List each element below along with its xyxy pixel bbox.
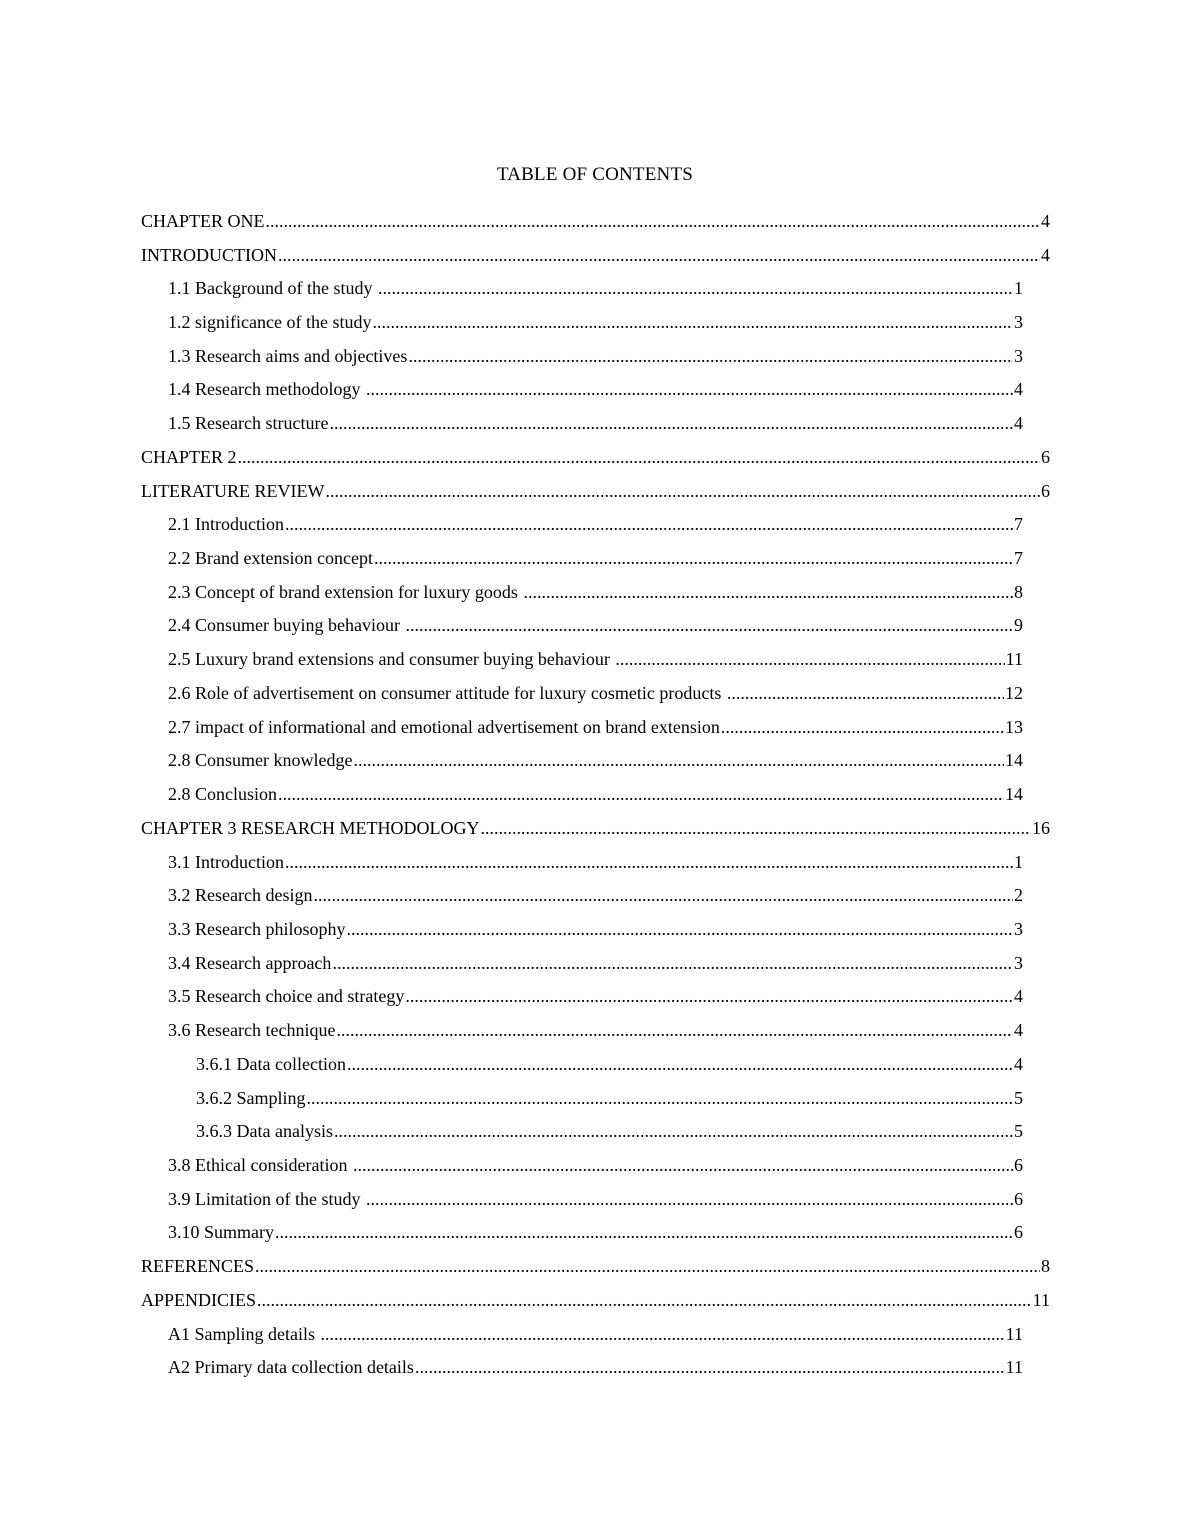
toc-entry[interactable] [168, 1317, 1023, 1351]
toc-entry-title: REFERENCES [141, 1256, 255, 1277]
toc-entry[interactable] [196, 1047, 1023, 1081]
toc-entry-title: 3.10 Summary [168, 1222, 274, 1243]
toc-entry[interactable] [141, 474, 1050, 508]
toc-entry-title: 1.2 significance of the study [168, 312, 372, 332]
toc-page-number: 6 [1014, 1155, 1023, 1175]
toc-entry-title: A1 Sampling details [168, 1323, 320, 1344]
toc-page-number: 2 [1014, 885, 1023, 906]
toc-entry[interactable] [141, 811, 1050, 845]
toc-entry-title: 2.6 Role of advertisement on consumer attitude for luxury cosmetic products [168, 682, 726, 703]
toc-page-number: 6 [1014, 1222, 1023, 1243]
toc-entry[interactable] [168, 339, 1023, 373]
toc-entry[interactable] [168, 305, 1023, 339]
toc-entry[interactable] [141, 238, 1050, 272]
toc-entry[interactable] [168, 878, 1023, 912]
toc-entry[interactable] [168, 271, 1023, 305]
toc-dot-leader [257, 1289, 1032, 1311]
toc-entry-title: 2.2 Brand extension concept [168, 548, 373, 569]
toc-dot-leader [366, 378, 1013, 400]
toc-dot-leader [321, 1323, 1005, 1345]
toc-entry[interactable] [168, 777, 1023, 811]
toc-entry-title: 2.8 Conclusion [168, 784, 278, 805]
toc-dot-leader [238, 446, 1040, 468]
toc-entry[interactable] [168, 541, 1023, 575]
toc-entry[interactable] [168, 1013, 1023, 1047]
toc-dot-leader [366, 1188, 1013, 1210]
toc-entry-title: 2.3 Concept of brand extension for luxury goods [168, 581, 523, 602]
toc-page-number: 4 [1014, 413, 1023, 434]
toc-entry-title: 3.9 Limitation of the study [168, 1188, 365, 1209]
toc-entry[interactable] [168, 710, 1023, 744]
toc-dot-leader [615, 648, 1004, 670]
toc-dot-leader [378, 277, 1013, 299]
toc-page-number: 12 [1005, 682, 1023, 703]
toc-entry[interactable] [168, 744, 1023, 778]
toc-page-number: 4 [1014, 379, 1023, 400]
toc-page-number: 5 [1014, 1121, 1023, 1142]
toc-dot-leader [278, 783, 1004, 805]
toc-entry[interactable] [168, 946, 1023, 980]
toc-entry-title: 3.6.1 Data collection [196, 1053, 346, 1074]
toc-entry[interactable] [168, 980, 1023, 1014]
toc-entry-title: LITERATURE REVIEW [141, 480, 325, 501]
toc-dot-leader [285, 513, 1013, 535]
toc-entry[interactable] [168, 575, 1023, 609]
toc-dot-leader [353, 1154, 1013, 1176]
toc-page-number: 1 [1014, 278, 1023, 299]
toc-entry[interactable] [196, 1114, 1023, 1148]
toc-entry[interactable] [168, 507, 1023, 541]
toc-dot-leader [415, 1356, 1005, 1378]
toc-page-number: 13 [1005, 716, 1023, 737]
toc-entry-title: A2 Primary data collection details [168, 1357, 414, 1378]
toc-dot-leader [405, 985, 1013, 1007]
toc-entry-title: 3.4 Research approach [168, 952, 332, 973]
toc-page-number: 3 [1014, 918, 1023, 939]
toc-entry-title: CHAPTER 2 [141, 446, 237, 467]
toc-dot-leader [481, 817, 1031, 839]
toc-entry-title: 2.5 Luxury brand extensions and consumer buying behaviour [168, 649, 615, 670]
toc-entry[interactable] [168, 406, 1023, 440]
toc-page-number: 8 [1014, 581, 1023, 602]
toc-page-number: 4 [1014, 986, 1023, 1007]
toc-dot-leader [278, 244, 1040, 266]
toc-entry[interactable] [141, 1283, 1050, 1317]
toc-dot-leader [332, 952, 1013, 974]
toc-dot-leader [255, 1255, 1040, 1277]
toc-dot-leader [313, 884, 1013, 906]
toc-dot-leader [523, 581, 1013, 603]
toc-entry[interactable] [168, 642, 1023, 676]
toc-page-number: 9 [1014, 615, 1023, 636]
toc-dot-leader [405, 614, 1013, 636]
toc-entry[interactable] [168, 373, 1023, 407]
toc-entry-title: APPENDICIES [141, 1289, 257, 1310]
toc-page-number: 7 [1014, 514, 1023, 535]
toc-entry[interactable] [168, 1350, 1023, 1384]
toc-page-number: 6 [1041, 446, 1050, 467]
toc-entry[interactable] [168, 676, 1023, 710]
toc-dot-leader [266, 210, 1040, 232]
toc-page-number: 3 [1014, 345, 1023, 366]
toc-entry-title: 2.1 Introduction [168, 514, 284, 535]
toc-entry-title: 1.4 Research methodology [168, 379, 365, 400]
toc-entry-title: 3.3 Research philosophy [168, 918, 346, 939]
toc-page-number: 4 [1041, 244, 1050, 265]
toc-dot-leader [285, 851, 1013, 873]
toc-entry[interactable] [168, 1216, 1023, 1250]
toc-entry-title: 3.8 Ethical consideration [168, 1155, 352, 1175]
toc-page-number: 3 [1014, 312, 1023, 332]
toc-entry[interactable] [141, 1249, 1050, 1283]
toc-dot-leader [329, 412, 1013, 434]
toc-page-number: 5 [1014, 1087, 1023, 1108]
toc-page-number: 3 [1014, 952, 1023, 973]
toc-entry-title: CHAPTER ONE [141, 210, 265, 231]
toc-entry-title: 2.8 Consumer knowledge [168, 750, 353, 771]
toc-page-number: 1 [1014, 851, 1023, 872]
toc-page-number: 14 [1005, 784, 1023, 805]
toc-page-number: 6 [1041, 480, 1050, 501]
toc-entry-title: 1.5 Research structure [168, 413, 329, 434]
toc-entry[interactable] [168, 609, 1023, 643]
toc-page-number: 7 [1014, 548, 1023, 569]
toc-entry-title: 3.5 Research choice and strategy [168, 986, 405, 1007]
toc-entry[interactable] [168, 1148, 1023, 1182]
toc-dot-leader [346, 918, 1013, 940]
toc-dot-leader [334, 1120, 1013, 1142]
toc-entry-title: 1.1 Background of the study [168, 278, 377, 299]
toc-entry-title: 3.6.2 Sampling [196, 1087, 306, 1108]
toc-entry[interactable] [168, 845, 1023, 879]
toc-dot-leader [307, 1087, 1013, 1109]
toc-entry-title: 2.7 impact of informational and emotional advertisement on brand extension [168, 716, 720, 737]
toc-entry-title: CHAPTER 3 RESEARCH METHODOLOGY [141, 817, 480, 838]
toc-page-number: 11 [1032, 1289, 1050, 1310]
toc-dot-leader [372, 311, 1013, 333]
toc-dot-leader [353, 749, 1004, 771]
toc-entry[interactable] [141, 204, 1050, 238]
toc-dot-leader [275, 1221, 1013, 1243]
toc-page-number: 16 [1032, 817, 1050, 838]
toc-dot-leader [374, 547, 1013, 569]
toc-page-number: 14 [1005, 750, 1023, 771]
toc-page-number: 4 [1014, 1020, 1023, 1041]
toc-page-number: 4 [1014, 1053, 1023, 1074]
toc-entry-title: 3.6.3 Data analysis [196, 1121, 333, 1142]
toc-entry[interactable] [141, 440, 1050, 474]
toc-page-number: 11 [1005, 649, 1023, 670]
toc-entry-title: 1.3 Research aims and objectives [168, 345, 408, 366]
toc-title: TABLE OF CONTENTS [496, 164, 694, 185]
toc-page-number: 11 [1005, 1323, 1023, 1344]
toc-entry[interactable] [196, 1081, 1023, 1115]
toc-entry-title: 3.2 Research design [168, 885, 313, 906]
toc-page-number: 8 [1041, 1256, 1050, 1277]
toc-entry[interactable] [168, 1182, 1023, 1216]
toc-entry-title: INTRODUCTION [141, 244, 277, 265]
toc-entry-title: 2.4 Consumer buying behaviour [168, 615, 405, 636]
toc-page-number: 4 [1041, 210, 1050, 231]
toc-entry-title: 3.6 Research technique [168, 1020, 336, 1041]
toc-dot-leader [727, 682, 1004, 704]
toc-dot-leader [721, 716, 1004, 738]
toc-entry-title: 3.1 Introduction [168, 851, 284, 872]
toc-page-number: 6 [1014, 1188, 1023, 1209]
toc-entry[interactable] [168, 912, 1023, 946]
toc-dot-leader [336, 1019, 1013, 1041]
toc-dot-leader [347, 1053, 1013, 1075]
toc-page-number: 11 [1005, 1357, 1023, 1378]
toc-dot-leader [325, 480, 1040, 502]
toc-dot-leader [408, 345, 1013, 367]
